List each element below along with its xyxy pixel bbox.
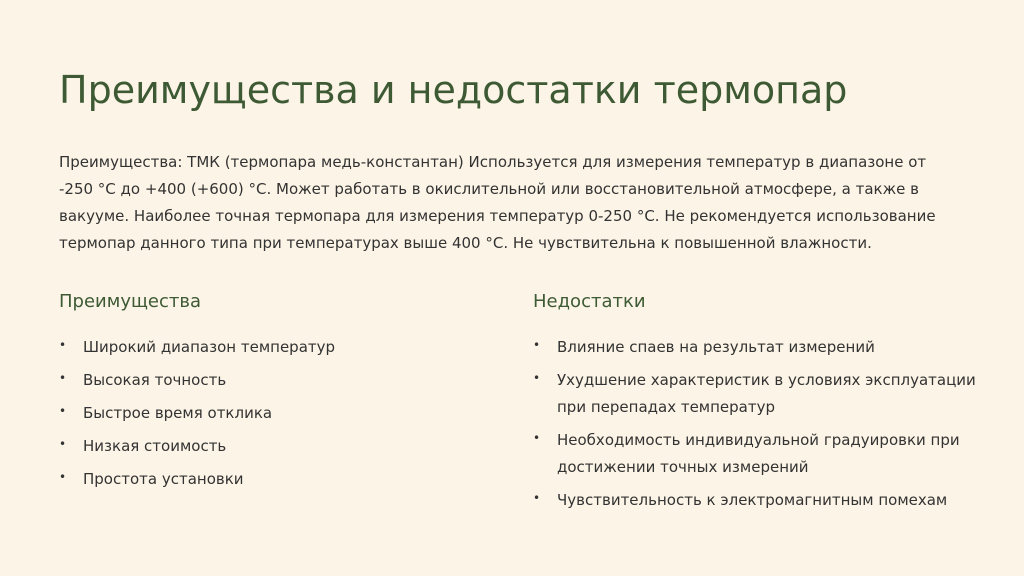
bullet-icon: • (59, 371, 67, 385)
list-item (533, 427, 1003, 481)
bullet-icon: • (533, 371, 541, 385)
list-item-text: Широкий диапазон температур (83, 338, 336, 356)
intro-paragraph: Преимущества: ТМК (термопара медь-константан) Используется для измерения температур в диапазоне от -250 °C до +400 (+600) °C. Может работать в окислительной или восстановительной атмосфере, а также в вакууме. Наиболее точная термопара для измерения температур 0-250 °C. Не рекомендуется использование термопар данного типа при температурах выше 400 °C. Не чувствительна к повышенной влажности. (59, 153, 936, 252)
list-item (533, 334, 1003, 361)
slide-title: Преимущества и недостатки термопар (59, 68, 848, 112)
list-item (533, 487, 1003, 514)
bullet-icon: • (533, 431, 541, 445)
list-item-text: Простота установки (83, 470, 244, 488)
list-item (59, 334, 479, 361)
list-item-text: Ухудшение характеристик в условиях эксплуатации при перепадах температур (557, 371, 976, 416)
list-item-text: Низкая стоимость (83, 437, 227, 455)
bullet-icon: • (59, 338, 67, 352)
disadvantages-heading: Недостатки (533, 291, 646, 312)
bullet-icon: • (533, 491, 541, 505)
list-item-text: Высокая точность (83, 371, 227, 389)
list-item (59, 466, 479, 493)
list-item-text: Быстрое время отклика (83, 404, 273, 422)
list-item (59, 433, 479, 460)
list-item (533, 367, 1003, 421)
advantages-heading: Преимущества (59, 291, 202, 312)
bullet-icon: • (533, 338, 541, 352)
bullet-icon: • (59, 404, 67, 418)
disadvantages-list (533, 334, 1003, 520)
advantages-list (59, 334, 479, 499)
list-item (59, 367, 479, 394)
list-item-text: Влияние спаев на результат измерений (557, 338, 875, 356)
bullet-icon: • (59, 437, 67, 451)
list-item-text: Чувствительность к электромагнитным помехам (557, 491, 948, 509)
list-item (59, 400, 479, 427)
bullet-icon: • (59, 470, 67, 484)
list-item-text: Необходимость индивидуальной градуировки при достижении точных измерений (557, 431, 960, 476)
